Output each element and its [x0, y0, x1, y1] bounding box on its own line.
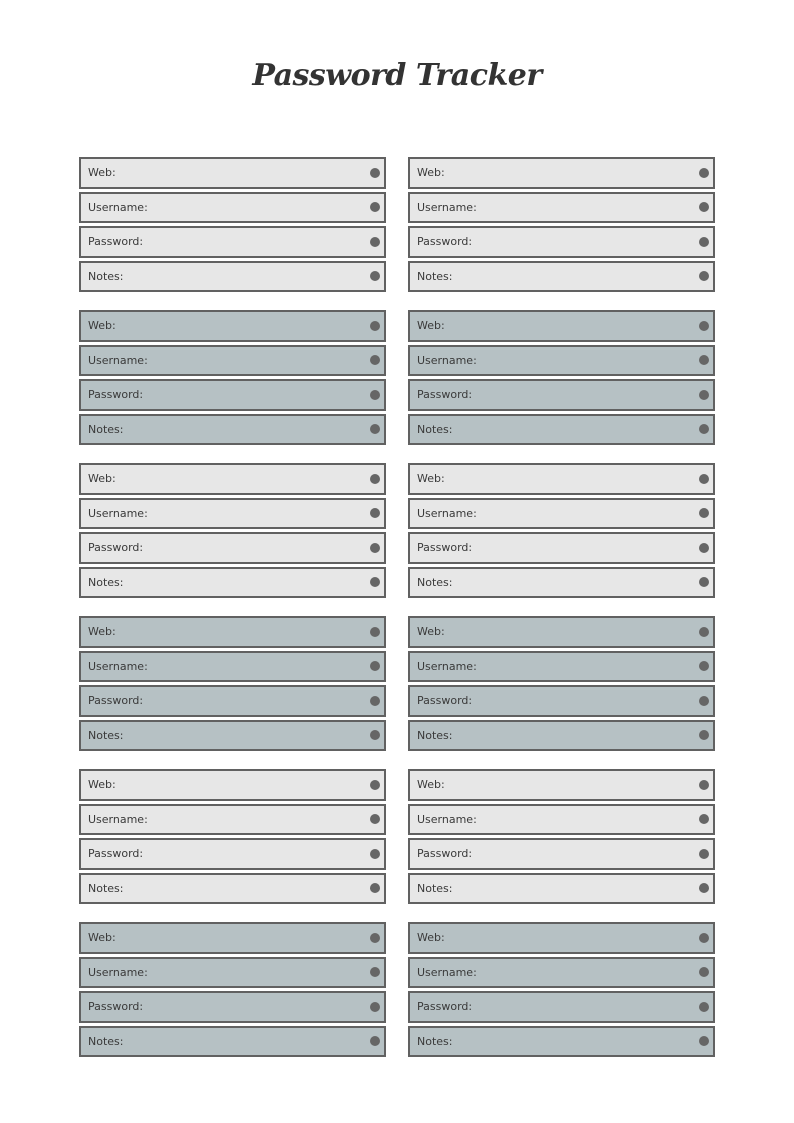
password-field[interactable] [408, 379, 715, 411]
dot-icon [699, 883, 709, 893]
password-field[interactable] [79, 379, 386, 411]
dot-icon [699, 577, 709, 587]
password-label: Password: [88, 235, 144, 249]
password-entry-6-right [408, 922, 715, 1057]
password-field[interactable] [79, 838, 386, 870]
password-entry-1-left [79, 157, 386, 292]
password-label: Password: [88, 694, 144, 708]
notes-label: Notes: [88, 575, 124, 589]
web-field[interactable] [79, 310, 386, 342]
password-entry-5-right [408, 769, 715, 904]
web-label: Web: [88, 319, 116, 333]
password-label: Password: [417, 1000, 473, 1014]
web-label: Web: [88, 931, 116, 945]
dot-icon [699, 696, 709, 706]
password-field[interactable] [79, 532, 386, 564]
notes-field[interactable] [79, 414, 386, 446]
dot-icon [699, 543, 709, 553]
password-entry-3-right [408, 463, 715, 598]
dot-icon [370, 355, 380, 365]
web-field[interactable] [79, 769, 386, 801]
dot-icon [699, 390, 709, 400]
dot-icon [699, 1002, 709, 1012]
password-field[interactable] [408, 991, 715, 1023]
dot-icon [699, 933, 709, 943]
dot-icon [699, 424, 709, 434]
username-field[interactable] [79, 957, 386, 989]
web-field[interactable] [408, 157, 715, 189]
web-field[interactable] [408, 922, 715, 954]
notes-field[interactable] [408, 414, 715, 446]
dot-icon [370, 508, 380, 518]
dot-icon [370, 1002, 380, 1012]
web-label: Web: [88, 472, 116, 486]
username-label: Username: [88, 965, 148, 979]
password-label: Password: [88, 847, 144, 861]
dot-icon [699, 730, 709, 740]
password-field[interactable] [408, 838, 715, 870]
web-label: Web: [88, 778, 116, 792]
page-title: Password Tracker [252, 58, 542, 93]
username-label: Username: [417, 353, 477, 367]
username-label: Username: [417, 965, 477, 979]
password-entry-2-right [408, 310, 715, 445]
dot-icon [370, 780, 380, 790]
notes-field[interactable] [408, 567, 715, 599]
web-field[interactable] [79, 463, 386, 495]
web-field[interactable] [408, 616, 715, 648]
notes-label: Notes: [417, 422, 453, 436]
password-label: Password: [88, 541, 144, 555]
dot-icon [699, 1036, 709, 1046]
username-field[interactable] [79, 651, 386, 683]
dot-icon [370, 577, 380, 587]
dot-icon [370, 271, 380, 281]
notes-label: Notes: [88, 269, 124, 283]
password-field[interactable] [408, 226, 715, 258]
notes-label: Notes: [88, 1034, 124, 1048]
dot-icon [370, 237, 380, 247]
web-label: Web: [88, 625, 116, 639]
password-label: Password: [417, 541, 473, 555]
password-label: Password: [417, 694, 473, 708]
username-field[interactable] [79, 345, 386, 377]
password-field[interactable] [408, 532, 715, 564]
username-label: Username: [417, 506, 477, 520]
password-field[interactable] [79, 226, 386, 258]
password-label: Password: [417, 847, 473, 861]
username-label: Username: [417, 200, 477, 214]
dot-icon [699, 355, 709, 365]
username-field[interactable] [408, 957, 715, 989]
username-field[interactable] [408, 804, 715, 836]
password-label: Password: [417, 388, 473, 402]
dot-icon [370, 696, 380, 706]
web-label: Web: [417, 472, 445, 486]
web-label: Web: [88, 166, 116, 180]
password-label: Password: [88, 1000, 144, 1014]
password-field[interactable] [408, 685, 715, 717]
username-label: Username: [88, 659, 148, 673]
username-label: Username: [417, 659, 477, 673]
dot-icon [370, 849, 380, 859]
web-field[interactable] [79, 157, 386, 189]
username-field[interactable] [79, 498, 386, 530]
notes-label: Notes: [417, 1034, 453, 1048]
password-entry-3-left [79, 463, 386, 598]
username-label: Username: [88, 200, 148, 214]
password-field[interactable] [79, 991, 386, 1023]
notes-field[interactable] [79, 873, 386, 905]
dot-icon [370, 474, 380, 484]
dot-icon [370, 814, 380, 824]
password-entry-4-left [79, 616, 386, 751]
password-field[interactable] [79, 685, 386, 717]
notes-field[interactable] [79, 720, 386, 752]
notes-label: Notes: [88, 728, 124, 742]
dot-icon [370, 543, 380, 553]
web-field[interactable] [79, 616, 386, 648]
password-label: Password: [417, 235, 473, 249]
dot-icon [370, 390, 380, 400]
username-field[interactable] [408, 651, 715, 683]
notes-field[interactable] [408, 873, 715, 905]
username-field[interactable] [408, 192, 715, 224]
dot-icon [370, 202, 380, 212]
password-entry-grid [79, 157, 715, 1057]
notes-field[interactable] [408, 1026, 715, 1058]
notes-field[interactable] [79, 1026, 386, 1058]
notes-field[interactable] [408, 720, 715, 752]
dot-icon [370, 424, 380, 434]
username-field[interactable] [408, 345, 715, 377]
web-field[interactable] [408, 463, 715, 495]
dot-icon [699, 849, 709, 859]
notes-label: Notes: [88, 422, 124, 436]
dot-icon [370, 627, 380, 637]
password-entry-4-right [408, 616, 715, 751]
web-label: Web: [417, 319, 445, 333]
dot-icon [699, 967, 709, 977]
dot-icon [699, 508, 709, 518]
web-label: Web: [417, 778, 445, 792]
dot-icon [699, 780, 709, 790]
dot-icon [699, 814, 709, 824]
username-field[interactable] [79, 192, 386, 224]
dot-icon [699, 271, 709, 281]
username-label: Username: [88, 506, 148, 520]
dot-icon [699, 237, 709, 247]
dot-icon [699, 202, 709, 212]
password-label: Password: [88, 388, 144, 402]
dot-icon [370, 321, 380, 331]
dot-icon [370, 883, 380, 893]
dot-icon [699, 168, 709, 178]
dot-icon [699, 321, 709, 331]
username-label: Username: [88, 353, 148, 367]
dot-icon [370, 730, 380, 740]
password-entry-2-left [79, 310, 386, 445]
web-label: Web: [417, 625, 445, 639]
username-label: Username: [88, 812, 148, 826]
password-entry-1-right [408, 157, 715, 292]
dot-icon [370, 1036, 380, 1046]
web-label: Web: [417, 166, 445, 180]
username-field[interactable] [408, 498, 715, 530]
password-entry-6-left [79, 922, 386, 1057]
username-label: Username: [417, 812, 477, 826]
notes-field[interactable] [79, 261, 386, 293]
dot-icon [370, 933, 380, 943]
notes-label: Notes: [417, 269, 453, 283]
notes-label: Notes: [417, 575, 453, 589]
notes-label: Notes: [417, 881, 453, 895]
notes-field[interactable] [79, 567, 386, 599]
web-label: Web: [417, 931, 445, 945]
password-entry-5-left [79, 769, 386, 904]
dot-icon [370, 661, 380, 671]
web-field[interactable] [408, 769, 715, 801]
notes-field[interactable] [408, 261, 715, 293]
dot-icon [370, 168, 380, 178]
dot-icon [699, 661, 709, 671]
dot-icon [370, 967, 380, 977]
notes-label: Notes: [88, 881, 124, 895]
dot-icon [699, 474, 709, 484]
dot-icon [699, 627, 709, 637]
username-field[interactable] [79, 804, 386, 836]
notes-label: Notes: [417, 728, 453, 742]
web-field[interactable] [79, 922, 386, 954]
web-field[interactable] [408, 310, 715, 342]
